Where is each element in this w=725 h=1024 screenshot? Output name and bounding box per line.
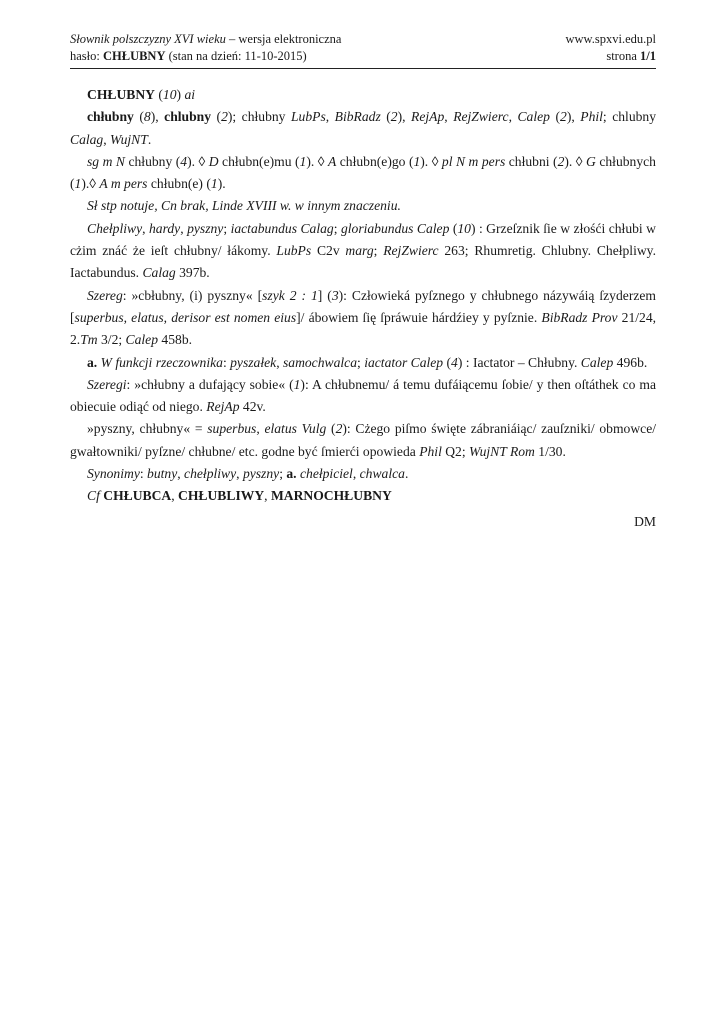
lexicographic-note: Sł stp notuje, Cn brak, Linde XVIII w. w innym znaczeniu. bbox=[87, 198, 401, 214]
author-initials: DM bbox=[634, 513, 656, 529]
collocation-szereg: Szereg: »cbłubny, (i) pyszny« [szyk 2 : 1] (3): Człowieká pyſznego y chłubnego názywáią ſzyderzem [superbus, elatus, derisor est nomen eius]/ ábowiem ſię ſpráwuie hárdźiey y pyſznie. BibRadz Prov 21/24, 2.Tm 3/2; Calep 458b. bbox=[70, 287, 657, 348]
collocation-pyszny: »pyszny, chłubny« = superbus, elatus Vulg (2): Cżego piſmo święte zábraniáiąc/ zauſzniki/ obmowce/ gwałtowniki/ pyſzne/ chłubne/ etc. godne być ſmierći opowieda Phil Q2; WujNT Rom 1/30. bbox=[70, 421, 657, 459]
header-row-2 bbox=[70, 48, 656, 65]
noun-function-paragraph: a. W funkcji rzeczownika: pyszałek, samochwalca; iactator Calep (4) : Iactator – Chłubny. Calep 496b. bbox=[87, 354, 648, 370]
spelling-variants: chłubny (8), chlubny (2); chłubny LubPs, BibRadz (2), RejAp, RejZwierc, Calep (2), Phil; chlubny Calag, WujNT. bbox=[70, 109, 657, 147]
entry-info: hasło: CHŁUBNY (stan na dzień: 11-10-2015) bbox=[70, 49, 307, 63]
cross-references: Cf CHŁUBCA, CHŁUBLIWY, MARNOCHŁUBNY bbox=[87, 488, 392, 504]
crossref-link[interactable]: MARNOCHŁUBNY bbox=[270, 488, 392, 504]
dictionary-title: Słownik polszczyzny XVI wieku – wersja elektroniczna bbox=[70, 32, 342, 46]
entry-word: CHŁUBNY bbox=[102, 49, 166, 63]
headword: CHŁUBNY bbox=[87, 87, 155, 102]
entry-headword-line: CHŁUBNY (10) ai bbox=[87, 87, 196, 102]
collocation-szeregi: Szeregi: »chłubny a dufający sobie« (1): A chłubnemu/ á temu dufáiącemu ſobie/ y then oſtáthek co ma obiecuie odiąć od niego. RejAp 42v. bbox=[70, 376, 656, 415]
page-header bbox=[70, 31, 656, 65]
header-row-1 bbox=[70, 31, 656, 48]
header-divider bbox=[70, 68, 656, 69]
crossref-link[interactable]: CHŁUBCA bbox=[103, 488, 172, 504]
page-number: strona 1/1 bbox=[606, 49, 656, 63]
crossref-link[interactable]: CHŁUBLIWY bbox=[178, 488, 265, 504]
definition-paragraph: Chełpliwy, hardy, pyszny; iactabundus Calag; gloriabundus Calep (10) : Grzeſznik ſie w złośći chłubi w cżim znáć że ieſt chłubny/ łákomy. LubPs C2v marg; RejZwierc 263; Rhumretig. Chlubny. Chełpliwy. Iactabundus. Calag 397b. bbox=[70, 220, 656, 281]
site-url[interactable]: www.spxvi.edu.pl bbox=[565, 32, 656, 46]
inflection-forms: sg m N chłubny (4). ◊ D chłubn(e)mu (1). ◊ A chłubn(e)go (1). ◊ pl N m pers chłubni (2). ◊ G chłubnych (1).◊ A m pers chłubn(e) (1). bbox=[70, 153, 656, 192]
synonyms: Synonimy: butny, chełpliwy, pyszny; a. chełpiciel, chwalca. bbox=[87, 466, 409, 482]
entry-body bbox=[70, 84, 656, 533]
